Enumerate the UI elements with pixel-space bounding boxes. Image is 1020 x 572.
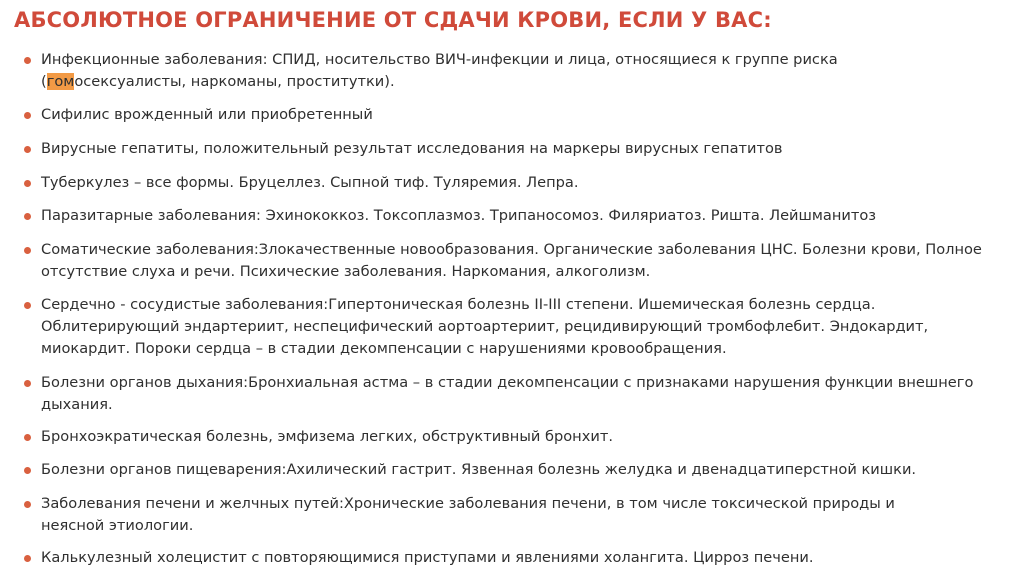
- list-item: [24, 239, 984, 283]
- list-item: [24, 426, 1016, 448]
- bullet-icon: [24, 434, 31, 441]
- list-item-text: [41, 49, 904, 93]
- bullet-icon: [24, 112, 31, 119]
- bullet-icon: [24, 302, 31, 309]
- list-item-text: Сердечно - сосудистые заболевания:Гипертоническая болезнь II-III степени. Ишемическая болезнь сердца. Облитерирующий эндартериит, неспецифический аортоартериит, рецидивирующий тромбофлебит. Эндокардит, миокардит. Пороки сердца – в стадии декомпенсации с нарушениями кровообращения.: [41, 296, 929, 357]
- list-item-text: Болезни органов дыхания:Бронхиальная астма – в стадии декомпенсации с признаками нарушения функции внешнего дыхания.: [41, 374, 974, 413]
- list-item-text: Паразитарные заболевания: Эхинококкоз. Токсоплазмоз. Трипаносомоз. Филяриатоз. Ришта. Лейшманитоз: [41, 207, 877, 224]
- list-item-text: Вирусные гепатиты, положительный результат исследования на маркеры вирусных гепатитов: [41, 140, 783, 157]
- bullet-icon: [24, 247, 31, 254]
- list-item-text-end: осексуалисты, наркоманы, проститутки).: [74, 73, 395, 90]
- list-item-text: Соматические заболевания:Злокачественные новообразования. Органические заболевания ЦНС. Болезни крови, Полное отсутствие слуха и речи. Психические заболевания. Наркомания, алкоголизм.: [41, 241, 982, 280]
- bullet-icon: [24, 467, 31, 474]
- list-item-text: Болезни органов пищеварения:Ахилический гастрит. Язвенная болезнь желудка и двенадцатиперстной кишки.: [41, 461, 917, 478]
- list-item: [24, 104, 1016, 126]
- list-item: [24, 49, 904, 93]
- list-item-text-start: Инфекционные заболевания: СПИД, носительство ВИЧ-инфекции и лица, относящиеся к группе риска (: [41, 51, 838, 90]
- list-item-text: Заболевания печени и желчных путей:Хронические заболевания печени, в том числе токсической природы и неясной этиологии.: [41, 495, 895, 534]
- bullet-icon: [24, 180, 31, 187]
- list-item: [24, 372, 1016, 416]
- list-item: [24, 459, 1016, 481]
- list-item: [24, 294, 984, 360]
- bullet-icon: [24, 57, 31, 64]
- list-item: [24, 547, 1016, 569]
- bullet-icon: [24, 380, 31, 387]
- bullet-icon: [24, 501, 31, 508]
- list-item-text: Туберкулез – все формы. Бруцеллез. Сыпной тиф. Туляремия. Лепра.: [41, 174, 579, 191]
- list-item: [24, 493, 954, 537]
- bullet-icon: [24, 213, 31, 220]
- page-title: АБСОЛЮТНОЕ ОГРАНИЧЕНИЕ ОТ СДАЧИ КРОВИ, ЕСЛИ У ВАС:: [14, 8, 772, 32]
- highlighted-text: гом: [46, 73, 75, 90]
- list-item-text: Калькулезный холецистит с повторяющимися приступами и явлениями холангита. Цирроз печени.: [41, 549, 814, 566]
- bullet-icon: [24, 555, 31, 562]
- list-item-text: Бронхоэкратическая болезнь, эмфизема легких, обструктивный бронхит.: [41, 428, 613, 445]
- list-item: [24, 138, 1016, 160]
- list-item-text: Сифилис врожденный или приобретенный: [41, 106, 373, 123]
- list-item: [24, 172, 1016, 194]
- list-item: [24, 205, 1016, 227]
- bullet-icon: [24, 146, 31, 153]
